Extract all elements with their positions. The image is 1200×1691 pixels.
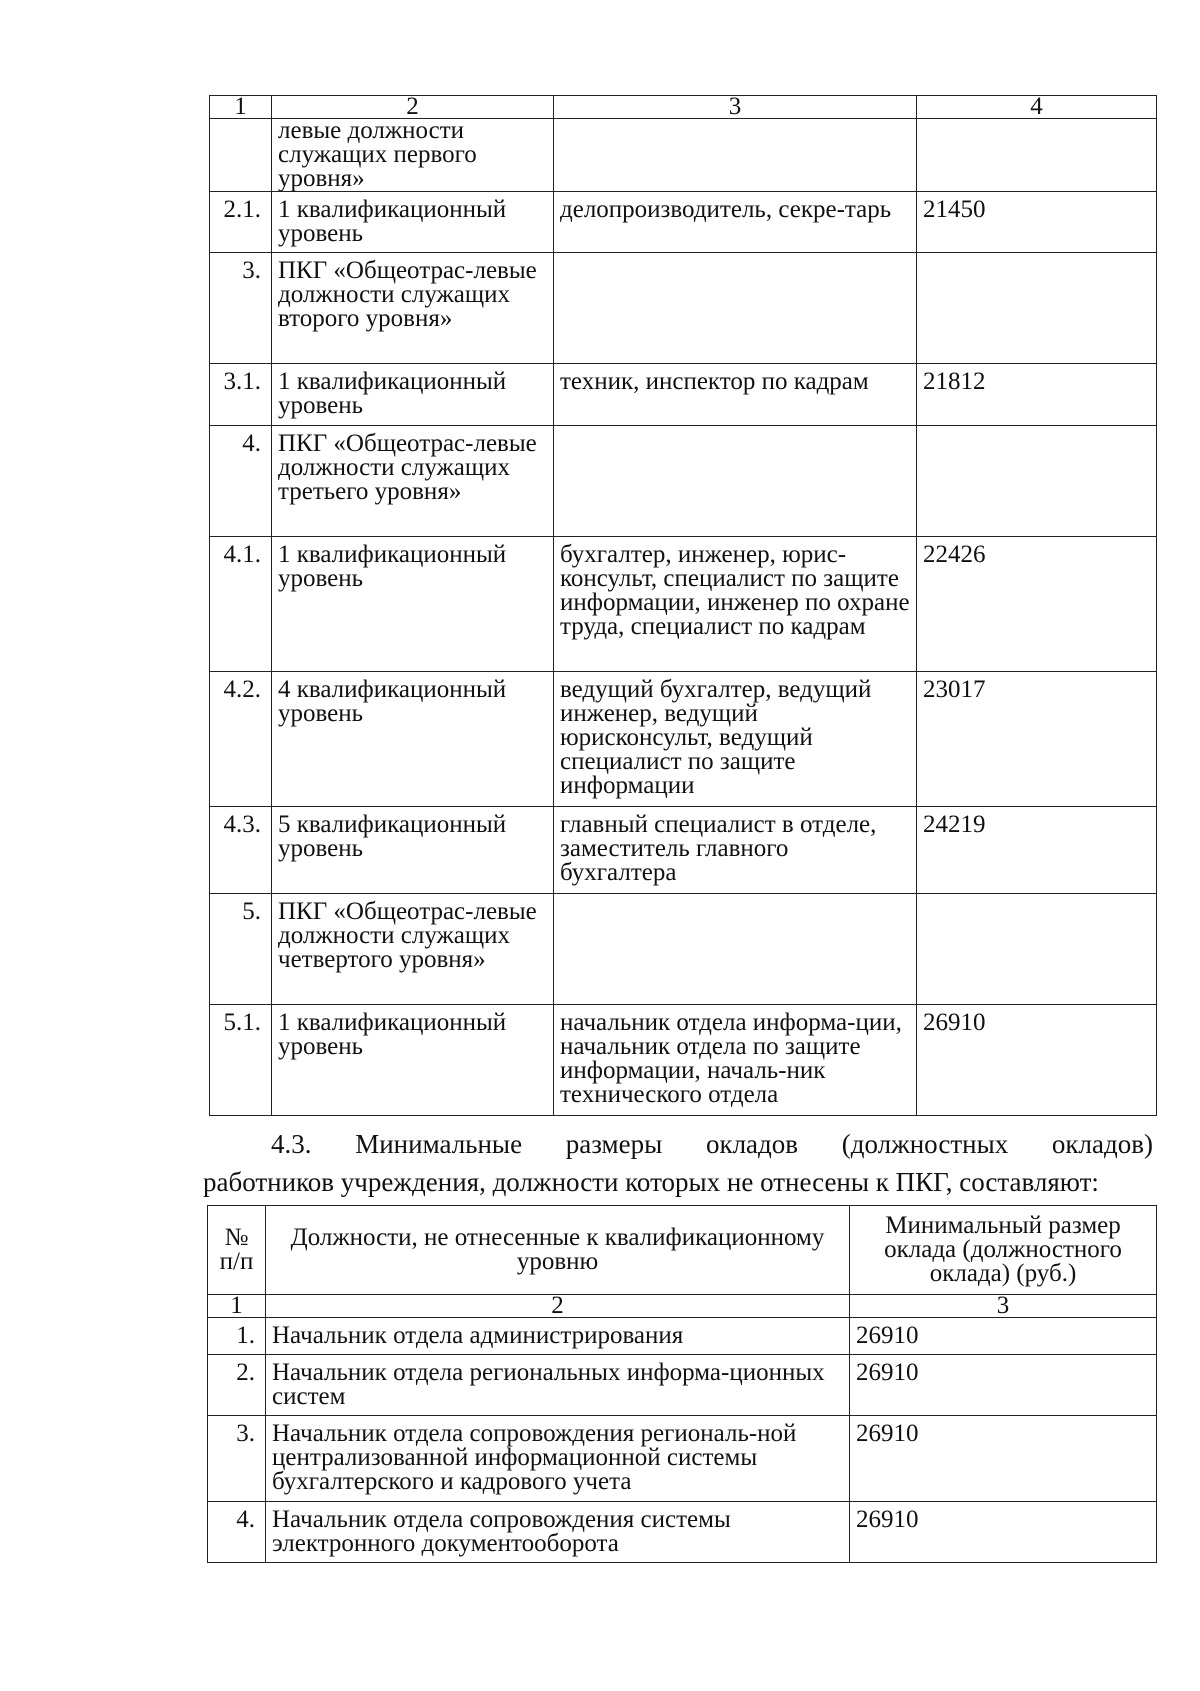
qualification-level: 1 квалификационный уровень (272, 364, 554, 426)
column-number: 1 (210, 96, 272, 119)
table-row (210, 253, 1157, 364)
row-number: 5. (210, 894, 272, 1005)
table-row (210, 192, 1157, 253)
row-number: 3. (210, 253, 272, 364)
paragraph-line: работников учреждения, должности которых не отнесены к ПКГ, составляют: (203, 1167, 1099, 1197)
paragraph-4-3 (203, 1125, 1153, 1201)
salary-value: 26910 (850, 1318, 1157, 1355)
table-row (208, 1318, 1157, 1355)
salary-value: 26910 (850, 1416, 1157, 1502)
column-number: 3 (554, 96, 917, 119)
position-titles: делопроизводитель, секре-тарь (554, 192, 917, 253)
paragraph-line: 4.3. Минимальные размеры окладов (должностных окладов) (271, 1129, 1153, 1159)
position-name: Начальник отдела региональных информа-ционных систем (266, 1355, 850, 1416)
position-name: Начальник отдела сопровождения региональ-ной централизованной информационной системы бухгалтерского и кадрового учета (266, 1416, 850, 1502)
qualification-group: ПКГ «Общеотрас-левые должности служащих третьего уровня» (272, 426, 554, 537)
salary-value (917, 426, 1157, 537)
salary-value: 21450 (917, 192, 1157, 253)
position-titles: ведущий бухгалтер, ведущий инженер, ведущий юрисконсульт, ведущий специалист по защите информации (554, 672, 917, 807)
salary-value (917, 253, 1157, 364)
qualification-group: ПКГ «Общеотрас-левые должности служащих четвертого уровня» (272, 894, 554, 1005)
table-row (210, 537, 1157, 672)
header-row (208, 1206, 1157, 1295)
position-titles (554, 119, 917, 192)
position-titles: начальник отдела информа-ции, начальник отдела по защите информации, началь-ник технического отдела (554, 1005, 917, 1116)
row-number: 1. (208, 1318, 266, 1355)
salary-value: 24219 (917, 807, 1157, 894)
column-number: 1 (208, 1295, 266, 1318)
row-number: 3.1. (210, 364, 272, 426)
qualification-level: 5 квалификационный уровень (272, 807, 554, 894)
salary-value: 26910 (850, 1502, 1157, 1563)
row-number: 4. (208, 1502, 266, 1563)
row-number: 2.1. (210, 192, 272, 253)
qualification-group: левые должности служащих первого уровня» (272, 119, 554, 192)
table-row (210, 894, 1157, 1005)
row-number: 4.1. (210, 537, 272, 672)
salary-value: 22426 (917, 537, 1157, 672)
qualification-level: 1 квалификационный уровень (272, 1005, 554, 1116)
column-numbers-row (210, 96, 1157, 119)
header-number: № п/п (208, 1206, 266, 1295)
column-number: 2 (272, 96, 554, 119)
salary-value: 21812 (917, 364, 1157, 426)
header-salary: Минимальный размер оклада (должностного оклада) (руб.) (850, 1206, 1157, 1295)
row-number: 4.2. (210, 672, 272, 807)
column-number: 4 (917, 96, 1157, 119)
table-row (210, 426, 1157, 537)
salary-value (917, 119, 1157, 192)
position-name: Начальник отдела сопровождения системы электронного документооборота (266, 1502, 850, 1563)
position-titles: техник, инспектор по кадрам (554, 364, 917, 426)
column-numbers-row (208, 1295, 1157, 1318)
table-row (210, 119, 1157, 192)
position-name: Начальник отдела администрирования (266, 1318, 850, 1355)
other-positions-table (207, 1205, 1157, 1563)
table-row (208, 1502, 1157, 1563)
qualification-level: 1 квалификационный уровень (272, 192, 554, 253)
row-number: 4.3. (210, 807, 272, 894)
table-row (208, 1416, 1157, 1502)
table-row (210, 672, 1157, 807)
table-row (210, 1005, 1157, 1116)
row-number: 5.1. (210, 1005, 272, 1116)
header-position: Должности, не отнесенные к квалификационному уровню (266, 1206, 850, 1295)
table-row (208, 1355, 1157, 1416)
row-number (210, 119, 272, 192)
salary-value (917, 894, 1157, 1005)
column-number: 2 (266, 1295, 850, 1318)
row-number: 4. (210, 426, 272, 537)
column-number: 3 (850, 1295, 1157, 1318)
salary-value: 23017 (917, 672, 1157, 807)
row-number: 3. (208, 1416, 266, 1502)
qualification-level: 1 квалификационный уровень (272, 537, 554, 672)
position-titles (554, 894, 917, 1005)
row-number: 2. (208, 1355, 266, 1416)
qualification-level: 4 квалификационный уровень (272, 672, 554, 807)
salary-value: 26910 (917, 1005, 1157, 1116)
position-titles: бухгалтер, инженер, юрис-консульт, специалист по защите информации, инженер по охране труда, специалист по кадрам (554, 537, 917, 672)
position-titles (554, 253, 917, 364)
position-titles (554, 426, 917, 537)
position-titles: главный специалист в отделе, заместитель главного бухгалтера (554, 807, 917, 894)
salary-groups-table (209, 95, 1157, 1116)
salary-value: 26910 (850, 1355, 1157, 1416)
qualification-group: ПКГ «Общеотрас-левые должности служащих второго уровня» (272, 253, 554, 364)
table-row (210, 807, 1157, 894)
table-row (210, 364, 1157, 426)
